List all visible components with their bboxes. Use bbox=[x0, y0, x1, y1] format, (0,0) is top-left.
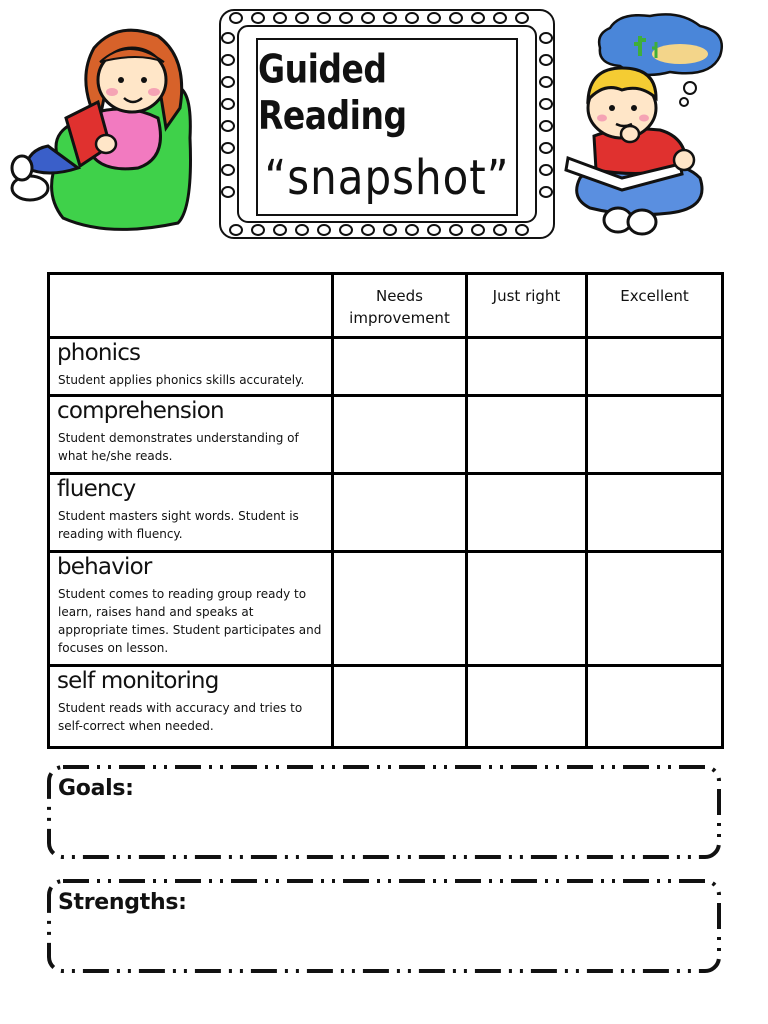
criterion-cell bbox=[49, 474, 333, 552]
frame-scallop bbox=[252, 225, 264, 235]
criterion-name: fluency bbox=[57, 476, 136, 502]
rating-cell-needs-improvement[interactable] bbox=[333, 338, 467, 396]
table-row bbox=[49, 396, 723, 474]
goals-box[interactable] bbox=[46, 764, 722, 860]
frame-scallop bbox=[540, 77, 552, 87]
frame-scallop bbox=[540, 143, 552, 153]
criterion-description: Student applies phonics skills accurately. bbox=[58, 373, 305, 387]
frame-scallop bbox=[230, 225, 242, 235]
frame-scallop bbox=[428, 13, 440, 23]
frame-scallop bbox=[222, 33, 234, 43]
frame-scallop bbox=[540, 165, 552, 175]
column-label: Excellent bbox=[620, 287, 689, 305]
frame-scallop bbox=[222, 143, 234, 153]
frame-scallop bbox=[472, 225, 484, 235]
criterion-cell bbox=[49, 666, 333, 748]
frame-scallop bbox=[540, 55, 552, 65]
frame-scallop bbox=[274, 225, 286, 235]
frame-scallop bbox=[252, 13, 264, 23]
frame-scallop bbox=[222, 187, 234, 197]
column-label: Needs improvement bbox=[349, 287, 450, 327]
frame-scallop bbox=[516, 13, 528, 23]
frame-scallop bbox=[340, 225, 352, 235]
table-row bbox=[49, 474, 723, 552]
frame-scallop bbox=[384, 225, 396, 235]
page-subtitle: “snapshot” bbox=[264, 148, 510, 206]
criterion-cell bbox=[49, 396, 333, 474]
frame-scallop bbox=[472, 13, 484, 23]
frame-scallop bbox=[222, 165, 234, 175]
column-header-needs-improvement bbox=[333, 274, 467, 338]
rating-cell-needs-improvement[interactable] bbox=[333, 474, 467, 552]
frame-scallop bbox=[222, 99, 234, 109]
frame-scallop bbox=[540, 187, 552, 197]
column-header-excellent bbox=[587, 274, 723, 338]
frame-scallop bbox=[428, 225, 440, 235]
girl-reading-illustration bbox=[8, 18, 198, 234]
rating-cell-just-right[interactable] bbox=[467, 666, 587, 748]
criterion-description: Student demonstrates understanding of what he/she reads. bbox=[58, 431, 299, 463]
frame-scallop bbox=[406, 225, 418, 235]
rating-cell-just-right[interactable] bbox=[467, 552, 587, 666]
strengths-label: Strengths: bbox=[58, 890, 187, 915]
criterion-name: self monitoring bbox=[57, 668, 219, 694]
rating-cell-just-right[interactable] bbox=[467, 396, 587, 474]
title-frame bbox=[216, 6, 558, 242]
frame-scallop bbox=[274, 13, 286, 23]
corner-cell bbox=[49, 274, 333, 338]
frame-scallop bbox=[540, 99, 552, 109]
frame-scallop bbox=[296, 225, 308, 235]
frame-scallop bbox=[450, 225, 462, 235]
frame-scallop bbox=[222, 77, 234, 87]
rating-cell-excellent[interactable] bbox=[587, 474, 723, 552]
title-box bbox=[256, 38, 518, 216]
frame-scallop bbox=[384, 13, 396, 23]
criterion-description: Student masters sight words. Student is reading with fluency. bbox=[58, 509, 299, 541]
frame-scallop bbox=[494, 13, 506, 23]
rating-cell-excellent[interactable] bbox=[587, 666, 723, 748]
frame-scallop bbox=[516, 225, 528, 235]
rating-cell-needs-improvement[interactable] bbox=[333, 552, 467, 666]
frame-scallop bbox=[296, 13, 308, 23]
column-header-just-right bbox=[467, 274, 587, 338]
table-row bbox=[49, 338, 723, 396]
strengths-box[interactable] bbox=[46, 878, 722, 974]
frame-scallop bbox=[340, 13, 352, 23]
criterion-cell bbox=[49, 338, 333, 396]
frame-scallop bbox=[540, 121, 552, 131]
frame-scallop bbox=[494, 225, 506, 235]
criterion-name: behavior bbox=[57, 554, 152, 580]
table-row bbox=[49, 552, 723, 666]
criterion-name: comprehension bbox=[57, 398, 224, 424]
rating-cell-excellent[interactable] bbox=[587, 338, 723, 396]
column-label: Just right bbox=[492, 287, 561, 305]
goals-label: Goals: bbox=[58, 776, 134, 801]
boy-reading-illustration bbox=[560, 8, 732, 240]
frame-scallop bbox=[406, 13, 418, 23]
frame-scallop bbox=[318, 225, 330, 235]
rating-cell-excellent[interactable] bbox=[587, 552, 723, 666]
rating-cell-needs-improvement[interactable] bbox=[333, 396, 467, 474]
table-header-row bbox=[49, 274, 723, 338]
frame-scallop bbox=[222, 55, 234, 65]
criterion-description: Student comes to reading group ready to learn, raises hand and speaks at appropriate times. Student participates and focuses on lesson. bbox=[58, 587, 322, 655]
rubric-table bbox=[47, 272, 724, 749]
criterion-name: phonics bbox=[57, 340, 141, 366]
rating-cell-excellent[interactable] bbox=[587, 396, 723, 474]
frame-scallop bbox=[230, 13, 242, 23]
frame-scallop bbox=[222, 121, 234, 131]
rating-cell-just-right[interactable] bbox=[467, 338, 587, 396]
table-row bbox=[49, 666, 723, 748]
criterion-cell bbox=[49, 552, 333, 666]
criterion-description: Student reads with accuracy and tries to self-correct when needed. bbox=[58, 701, 303, 733]
frame-scallop bbox=[540, 33, 552, 43]
frame-scallop bbox=[450, 13, 462, 23]
frame-scallop bbox=[362, 225, 374, 235]
rating-cell-just-right[interactable] bbox=[467, 474, 587, 552]
rating-cell-needs-improvement[interactable] bbox=[333, 666, 467, 748]
page-title: Guided Reading bbox=[258, 44, 407, 139]
frame-scallop bbox=[362, 13, 374, 23]
frame-scallop bbox=[318, 13, 330, 23]
